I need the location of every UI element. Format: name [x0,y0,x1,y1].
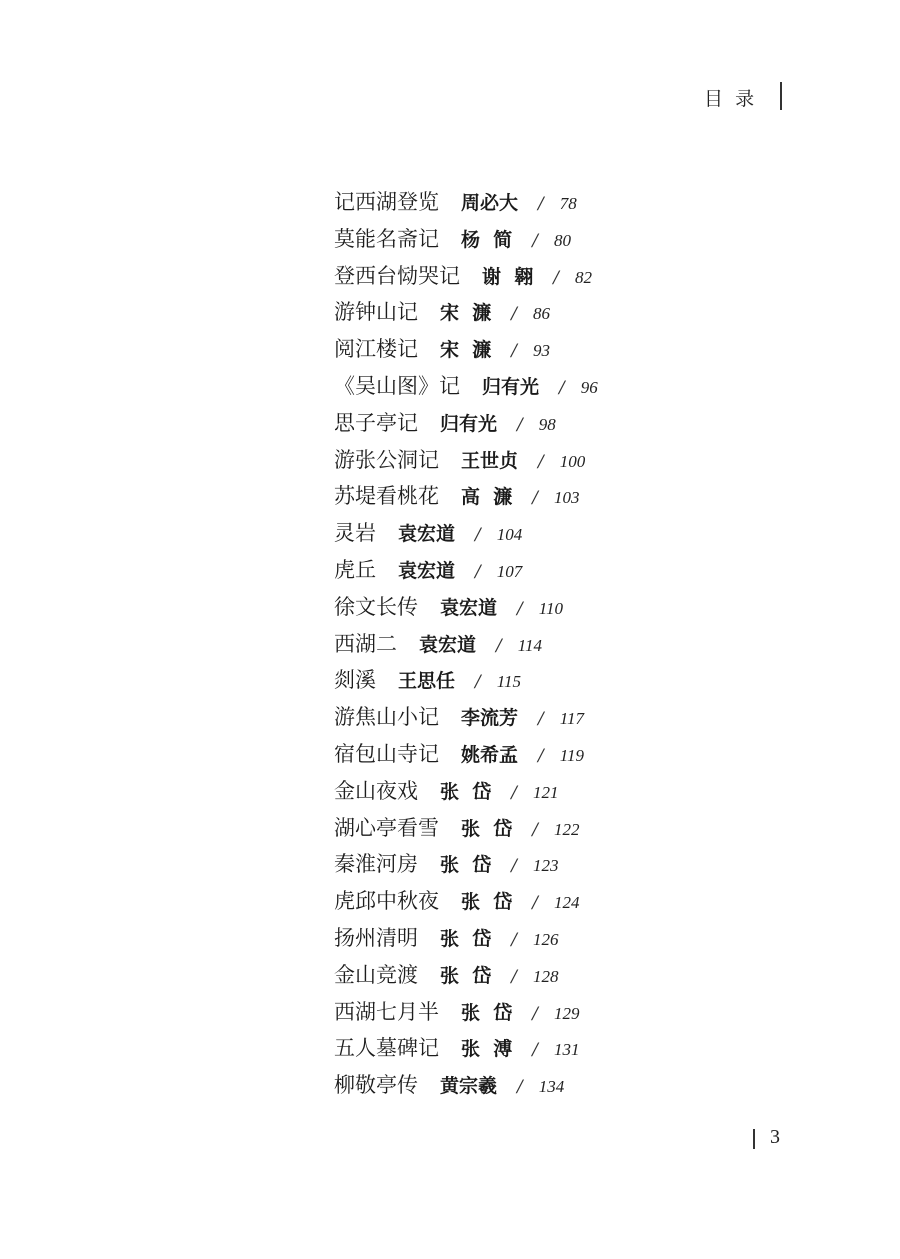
toc-entry-separator: / [496,635,502,656]
toc-entry-separator: / [511,856,517,877]
toc-entry-separator: / [511,966,517,987]
toc-entry-page-number: 78 [559,194,577,213]
toc-entry-page-number: 119 [559,745,584,765]
toc-entry-title: 虎丘 [334,557,376,582]
toc-entry-author: 张 岱 [461,1001,513,1024]
toc-entry-author: 宋 濂 [440,302,492,325]
toc-entry-page-number: 124 [553,893,580,913]
toc-entry-separator: / [532,819,538,840]
toc-entry-page-number: 129 [553,1003,580,1023]
toc-entry-title: 莫能名斋记 [334,226,439,251]
toc-entry-page-number: 104 [496,525,523,545]
toc-entry-author: 宋 濂 [440,339,492,362]
toc-entry-separator: / [559,377,565,398]
toc-entry-title: 西湖七月半 [334,999,439,1024]
toc-entry-title: 金山竞渡 [334,962,418,987]
toc-entry-separator: / [532,488,538,509]
toc-entry-separator: / [511,304,517,325]
toc-entry [334,368,598,405]
toc-entry [334,957,598,994]
toc-entry-title: 金山夜戏 [334,778,418,803]
toc-entry-page-number: 107 [496,561,523,581]
toc-entry-title: 记西湖登览 [334,190,439,214]
toc-entry-author: 姚希孟 [461,743,519,766]
toc-entry-title: 剡溪 [334,668,376,693]
toc-entry-author: 张 岱 [440,780,492,803]
toc-entry-page-number: 134 [538,1077,565,1097]
toc-entry [334,1067,598,1104]
toc-entry-author: 周必大 [461,192,519,214]
toc-entry-separator: / [532,1040,538,1061]
toc-entry [334,589,598,626]
header-divider [780,82,782,110]
toc-entry [334,552,598,589]
toc-entry [334,736,598,773]
toc-entry-title: 五人墓碑记 [334,1036,439,1061]
toc-entry-title: 西湖二 [334,631,397,656]
toc-entry-separator: / [517,1077,523,1098]
toc-entry-author: 王思任 [398,670,456,693]
toc-entry [334,810,598,847]
toc-entry [334,221,598,258]
toc-entry [334,478,598,515]
toc-entry-author: 黄宗羲 [440,1075,498,1098]
toc-entry-title: 柳敬亭传 [334,1073,418,1098]
toc-entry [334,883,598,920]
toc-entry-title: 游焦山小记 [334,705,439,730]
footer-divider [753,1129,755,1149]
toc-entry-author: 归有光 [440,412,498,435]
toc-entry-separator: / [538,745,544,766]
toc-entry-separator: / [553,267,559,288]
toc-entry-page-number: 114 [517,635,542,655]
toc-entry-separator: / [517,598,523,619]
toc-entry-title: 灵岩 [334,521,376,546]
toc-entry-title: 思子亭记 [334,410,418,435]
toc-entry-page-number: 96 [580,377,598,397]
toc-entry-author: 袁宏道 [419,633,477,656]
toc-entry-page-number: 82 [574,267,592,287]
toc-entry [334,258,598,295]
toc-entry-author: 袁宏道 [398,523,456,546]
toc-entry-separator: / [511,782,517,803]
toc-entry [334,442,598,479]
toc-entry-separator: / [475,525,481,546]
toc-entry-separator: / [511,341,517,362]
toc-entry-author: 张 岱 [461,817,513,840]
toc-entry-title: 宿包山寺记 [334,741,439,766]
toc-entry-separator: / [475,672,481,693]
toc-entry [334,405,598,442]
table-of-contents [334,184,598,1104]
toc-entry-author: 李流芳 [461,707,519,730]
toc-entry [334,184,598,221]
toc-entry [334,994,598,1031]
toc-entry [334,699,598,736]
toc-entry-page-number: 98 [538,414,556,434]
toc-entry-separator: / [538,709,544,730]
toc-entry-title: 湖心亭看雪 [334,815,439,840]
toc-entry [334,773,598,810]
toc-entry-author: 张 溥 [461,1038,513,1061]
page-number: 3 [770,1126,780,1148]
toc-entry-title: 徐文长传 [334,594,418,619]
toc-entry-author: 王世贞 [461,449,519,472]
toc-entry [334,662,598,699]
toc-entry-page-number: 110 [538,598,563,618]
toc-entry-separator: / [517,414,523,435]
toc-entry-page-number: 131 [553,1040,580,1060]
toc-entry-page-number: 123 [532,856,559,876]
toc-entry-separator: / [532,1003,538,1024]
toc-entry-page-number: 103 [553,488,580,508]
toc-entry [334,294,598,331]
toc-entry-separator: / [511,929,517,950]
toc-entry-title: 阅江楼记 [334,337,418,362]
toc-entry-author: 高 濂 [461,486,513,509]
toc-entry-author: 张 岱 [440,927,492,950]
toc-entry-author: 袁宏道 [398,559,456,582]
toc-entry-separator: / [532,230,538,251]
toc-entry-author: 张 岱 [440,854,492,877]
toc-entry-author: 张 岱 [461,891,513,914]
toc-entry [334,1030,598,1067]
toc-entry-title: 游钟山记 [334,300,418,325]
toc-entry-title: 虎邱中秋夜 [334,889,439,914]
toc-entry-page-number: 128 [532,966,559,986]
toc-entry-page-number: 117 [559,709,584,729]
toc-entry-separator: / [532,893,538,914]
toc-entry-title: 登西台恸哭记 [334,263,460,288]
toc-entry [334,920,598,957]
toc-entry-page-number: 126 [532,929,559,949]
toc-entry-title: 苏堤看桃花 [334,484,439,509]
toc-entry-author: 杨 简 [461,228,513,251]
toc-entry-page-number: 100 [559,451,586,471]
toc-entry-author: 归有光 [482,375,540,398]
toc-entry [334,626,598,663]
toc-entry-separator: / [538,194,544,214]
page-header-title: 目 录 [704,88,755,110]
toc-entry-title: 扬州清明 [334,925,418,950]
toc-entry-page-number: 93 [532,341,550,361]
toc-entry [334,846,598,883]
toc-entry-page-number: 86 [532,304,550,324]
toc-entry [334,515,598,552]
toc-entry-title: 秦淮河房 [334,852,418,877]
toc-entry-page-number: 115 [496,672,521,692]
toc-entry-separator: / [475,561,481,582]
toc-entry-title: 《吴山图》记 [334,373,460,398]
toc-entry-page-number: 121 [532,782,559,802]
toc-entry-page-number: 122 [553,819,580,839]
toc-entry [334,331,598,368]
toc-entry-author: 袁宏道 [440,596,498,619]
toc-entry-page-number: 80 [553,230,571,250]
toc-entry-author: 张 岱 [440,964,492,987]
toc-entry-author: 谢 翱 [482,265,534,288]
toc-entry-title: 游张公洞记 [334,447,439,472]
toc-entry-separator: / [538,451,544,472]
